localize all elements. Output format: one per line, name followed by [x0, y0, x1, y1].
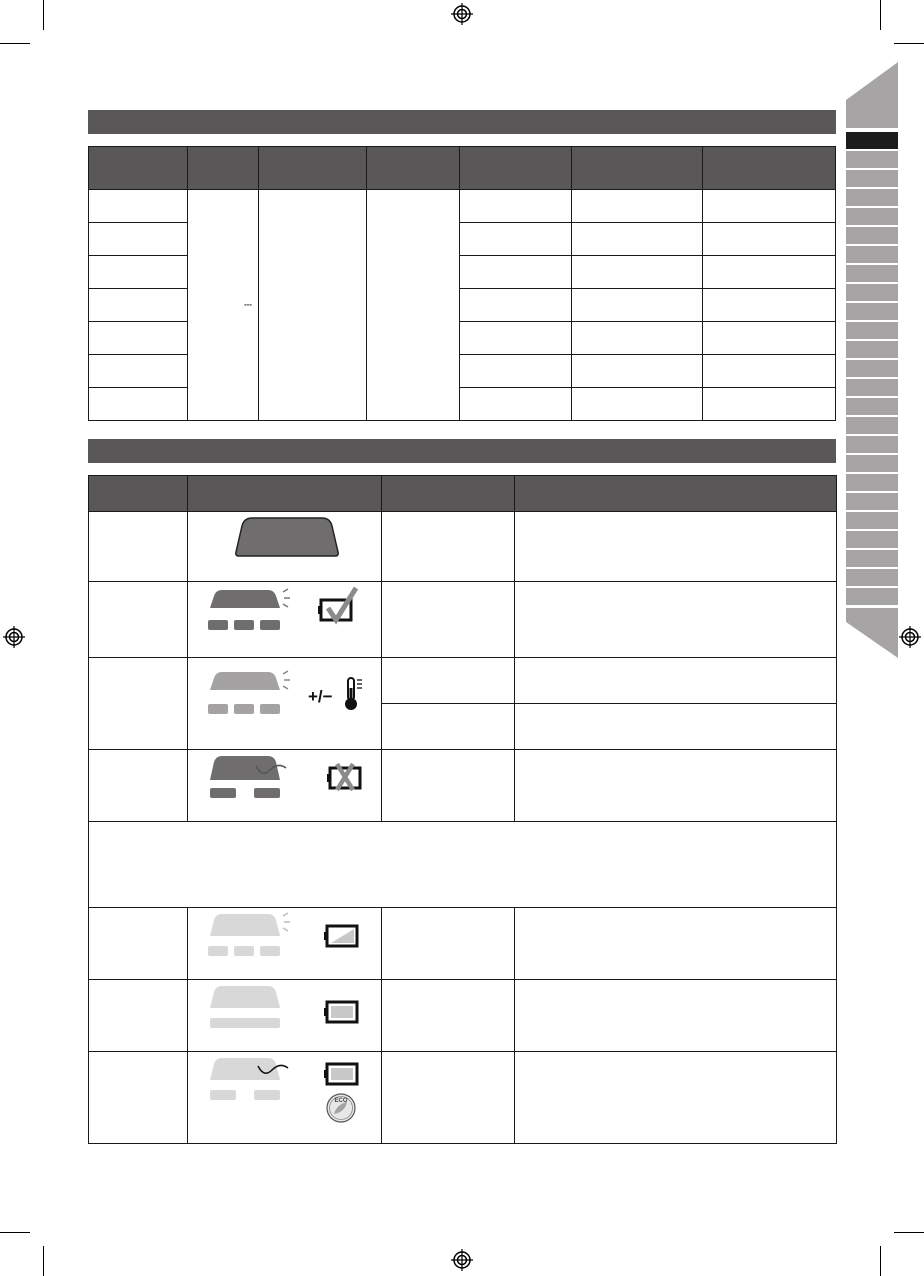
note-cell [89, 822, 837, 908]
tab[interactable] [846, 284, 898, 303]
crop-mark [0, 1232, 30, 1233]
table-cell [572, 388, 703, 421]
row-label [89, 750, 188, 822]
indicator-icon-cell [188, 980, 382, 1052]
tab[interactable] [846, 322, 898, 341]
description-cell [515, 582, 837, 658]
row-label [89, 980, 188, 1052]
status-cell [382, 658, 515, 704]
tab-active[interactable] [846, 132, 898, 151]
table-cell [89, 223, 188, 256]
description-cell [515, 704, 837, 750]
table-header [515, 476, 837, 512]
table-header [367, 147, 460, 190]
table-cell [89, 256, 188, 289]
crop-mark [880, 1246, 881, 1276]
table-cell [89, 322, 188, 355]
tab-strip-bottom [846, 608, 898, 658]
tab[interactable] [846, 360, 898, 379]
tab[interactable] [846, 265, 898, 284]
spec-table [88, 146, 836, 421]
table-header [89, 476, 188, 512]
table-cell [572, 289, 703, 322]
table-header [382, 476, 515, 512]
tab[interactable] [846, 569, 898, 588]
indicator-table [88, 475, 837, 1144]
status-cell [382, 582, 515, 658]
eco-icon [325, 1092, 357, 1124]
table-cell [460, 190, 572, 223]
table-header [703, 147, 836, 190]
table-header [188, 147, 259, 190]
status-cell [382, 704, 515, 750]
tab[interactable] [846, 398, 898, 417]
merged-cell [367, 190, 460, 421]
tab[interactable] [846, 208, 898, 227]
registration-mark-icon [451, 3, 473, 25]
tab[interactable] [846, 246, 898, 265]
tab[interactable] [846, 170, 898, 189]
indicator-icon-cell [188, 908, 382, 980]
row-label [89, 908, 188, 980]
voltage-cell [188, 190, 259, 421]
description-cell [515, 980, 837, 1052]
registration-mark-icon [3, 626, 25, 648]
table-cell [703, 322, 836, 355]
table-cell [89, 190, 188, 223]
indicator-icon-cell [188, 658, 382, 750]
crop-mark [43, 1246, 44, 1276]
row-label [89, 1052, 188, 1144]
table-cell [703, 388, 836, 421]
row-label [89, 582, 188, 658]
tab[interactable] [846, 379, 898, 398]
tab[interactable] [846, 512, 898, 531]
tab[interactable] [846, 550, 898, 569]
eco-badge-label: ECO [334, 1098, 348, 1104]
tab[interactable] [846, 151, 898, 170]
status-cell [382, 1052, 515, 1144]
battery-full-icon [322, 1060, 362, 1088]
table-cell [703, 355, 836, 388]
status-cell [382, 750, 515, 822]
table-cell [460, 355, 572, 388]
section-tabs [846, 132, 898, 607]
svg-text:+/−: +/− [308, 687, 333, 706]
description-cell [515, 750, 837, 822]
table-header [89, 147, 188, 190]
table-cell [572, 256, 703, 289]
charger-icon [188, 512, 380, 578]
description-cell [515, 512, 837, 582]
battery-check-icon [318, 586, 364, 628]
merged-cell [259, 190, 367, 421]
row-label [89, 658, 188, 750]
section-title-bar [88, 439, 836, 463]
table-cell [460, 289, 572, 322]
table-header [572, 147, 703, 190]
description-cell [515, 1052, 837, 1144]
indicator-icon-cell [188, 582, 382, 658]
battery-charging-icon [322, 922, 362, 950]
table-cell [460, 256, 572, 289]
status-cell [382, 980, 515, 1052]
tab[interactable] [846, 227, 898, 246]
table-cell [89, 289, 188, 322]
tab[interactable] [846, 474, 898, 493]
tab[interactable] [846, 341, 898, 360]
table-cell [572, 322, 703, 355]
table-cell [460, 223, 572, 256]
table-cell [703, 289, 836, 322]
indicator-icon-cell [188, 512, 382, 582]
tab[interactable] [846, 303, 898, 322]
battery-full-icon [322, 998, 362, 1026]
status-cell [382, 512, 515, 582]
registration-mark-icon [899, 626, 921, 648]
table-cell [460, 388, 572, 421]
crop-mark [0, 43, 30, 44]
description-cell [515, 658, 837, 704]
table-cell [572, 190, 703, 223]
tab[interactable] [846, 531, 898, 550]
crop-mark [894, 43, 924, 44]
table-cell [460, 322, 572, 355]
table-cell [89, 388, 188, 421]
crop-mark [880, 0, 881, 30]
status-cell [382, 908, 515, 980]
tab[interactable] [846, 493, 898, 512]
table-header [188, 476, 382, 512]
table-cell [572, 355, 703, 388]
temperature-icon [308, 674, 368, 714]
table-cell [703, 223, 836, 256]
table-header [259, 147, 367, 190]
row-label [89, 512, 188, 582]
dc-symbol: ⎓ [244, 299, 252, 311]
crop-mark [894, 1232, 924, 1233]
table-cell [703, 190, 836, 223]
tab[interactable] [846, 436, 898, 455]
table-header [460, 147, 572, 190]
indicator-icon-cell [188, 750, 382, 822]
indicator-icon-cell [188, 1052, 382, 1144]
crop-mark [43, 0, 44, 30]
tab-strip-top [846, 62, 898, 128]
battery-fault-icon [326, 762, 366, 794]
table-cell [703, 256, 836, 289]
table-cell [572, 223, 703, 256]
tab[interactable] [846, 588, 898, 607]
registration-mark-icon [451, 1249, 473, 1271]
description-cell [515, 908, 837, 980]
tab[interactable] [846, 417, 898, 436]
tab[interactable] [846, 455, 898, 474]
table-cell [89, 355, 188, 388]
tab[interactable] [846, 189, 898, 208]
section-title-bar [88, 110, 836, 134]
